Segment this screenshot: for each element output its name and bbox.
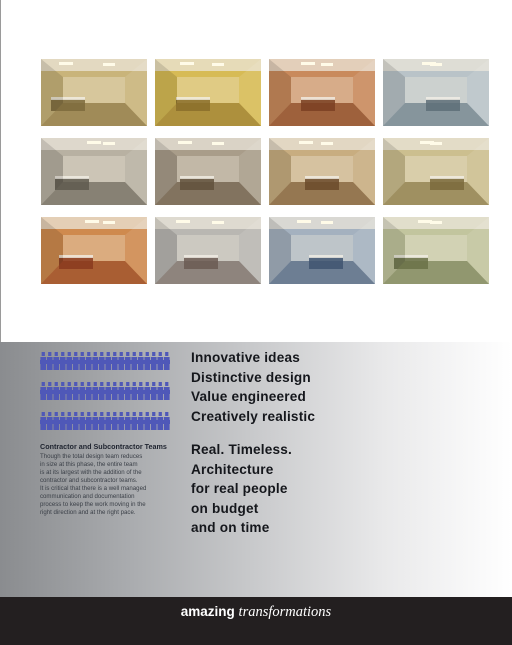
photo-green-hallway	[383, 217, 489, 284]
footer-brand-italic: transformations	[238, 604, 332, 620]
slogan-block	[191, 348, 421, 538]
people-row-icon	[40, 412, 170, 430]
people-row-icon	[40, 382, 170, 400]
team-line: Though the total design team reduces	[40, 453, 143, 460]
slogan-line: on budget	[191, 500, 259, 516]
team-body	[40, 453, 190, 517]
people-row-icon	[40, 352, 170, 370]
slogan-line: Distinctive design	[191, 369, 311, 385]
team-title: Contractor and Subcontractor Teams	[40, 442, 167, 451]
photo-hallway-counter	[155, 217, 261, 284]
photo-yellow-corridor	[155, 59, 261, 126]
photo-nurse-station	[269, 138, 375, 205]
photo-display-corridor	[155, 138, 261, 205]
team-line: right direction and at the right pace.	[40, 508, 136, 516]
team-line: in size at this phase, the entire team	[40, 460, 138, 468]
team-line: It is critical that there is a well managed	[40, 484, 147, 492]
photo-waiting-room	[269, 59, 375, 126]
slogan-line: and on time	[191, 520, 270, 535]
slogan-divider	[191, 426, 421, 440]
photo-orange-floor-station	[41, 217, 147, 284]
team-line: communication and documentation	[40, 492, 135, 500]
slogan-line: Innovative ideas	[191, 350, 300, 365]
slogan-line: Real. Timeless.	[191, 442, 292, 457]
footer-brand-bold: amazing	[180, 604, 235, 619]
team-line: is at its largest with the addition of the	[40, 468, 142, 476]
footer-brand	[0, 597, 512, 627]
photo-patient-bay	[41, 138, 147, 205]
photo-grid	[41, 59, 489, 285]
info-section	[0, 342, 512, 597]
team-description	[40, 442, 190, 517]
photo-exam-room	[383, 138, 489, 205]
photo-imaging-suite	[383, 59, 489, 126]
team-line: contractor and subcontractor teams.	[40, 476, 138, 484]
slogan-line: for real people	[191, 481, 288, 496]
team-line: process to keep the work moving in the	[40, 500, 146, 508]
photo-reception-lounge	[41, 59, 147, 126]
photo-procedure-room	[269, 217, 375, 284]
slogan-line: Architecture	[191, 461, 274, 477]
footer-bar	[0, 597, 512, 645]
slogan-line: Creatively realistic	[191, 408, 316, 424]
slogan-line: Value engineered	[191, 389, 307, 404]
